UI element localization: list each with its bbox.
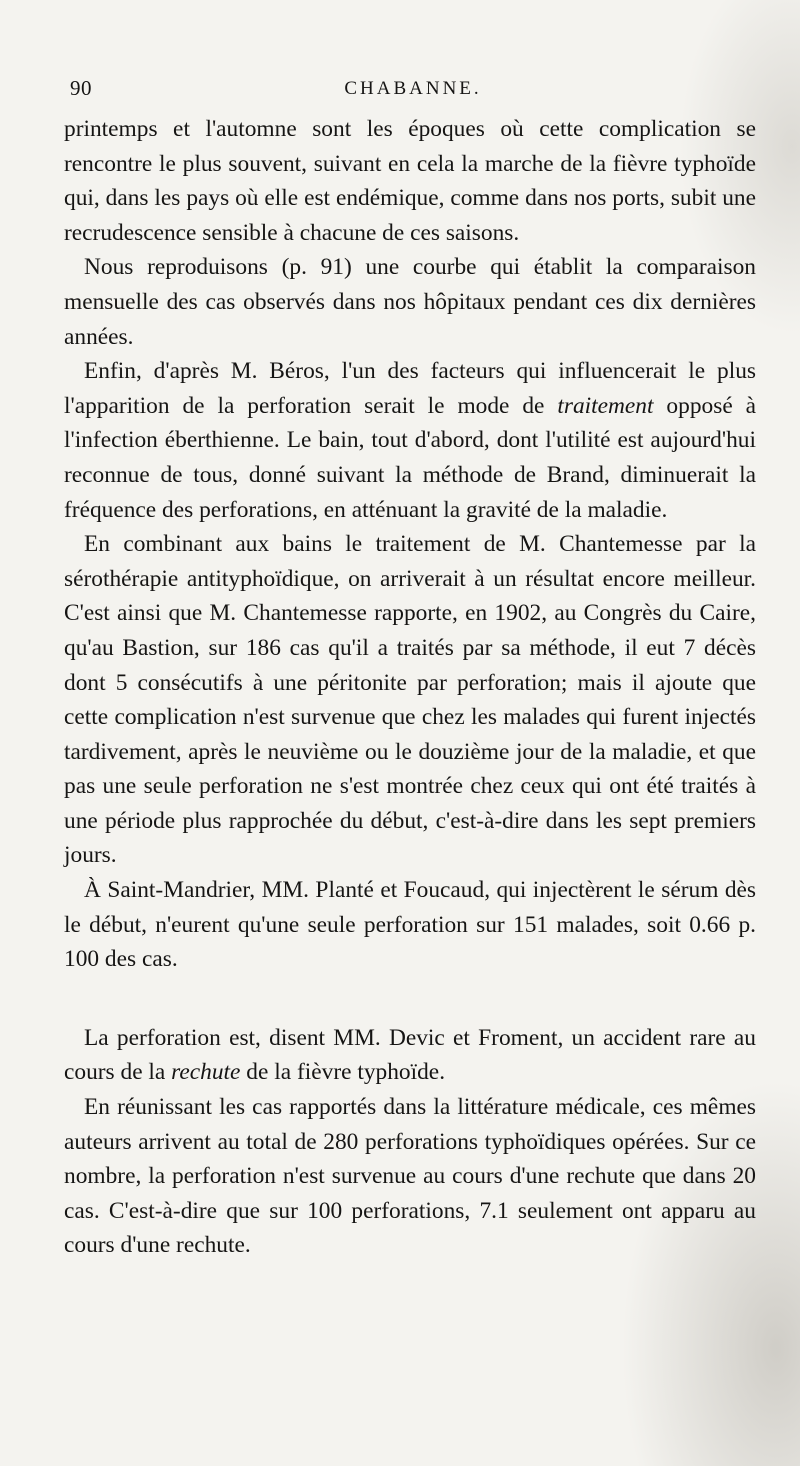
- running-head: CHABANNE.: [344, 78, 482, 99]
- page-number: 90: [70, 76, 92, 100]
- paragraph-saint-mandrier: À Saint-Mandrier, MM. Planté et Foucaud, qui injectèrent le sérum dès le début, n'eurent qu'une seule perforation sur 151 malades, soit 0.66 p. 100 des cas.: [64, 877, 756, 973]
- paragraph-text: Enfin, d'après M. Béros, l'un des facteurs qui influencerait le plus l'apparition de la perforation serait le mode de: [64, 358, 756, 419]
- emphasis-rechute: rechute: [171, 1059, 241, 1086]
- paragraph-beros: [64, 354, 756, 527]
- page-body: [64, 112, 756, 1263]
- paragraph-devic-froment: [64, 1021, 756, 1090]
- paragraph-chantemesse: En combinant aux bains le traitement de M. Chantemesse par la sérothérapie antityphoïdique, on arriverait à un résultat encore meilleur. C'est ainsi que M. Chantemesse rapporte, en 1902, au Congrès du Caire, qu'au Bastion, sur 186 cas qu'il a traités par sa méthode, il eut 7 décès dont 5 consécutifs à une péritonite par perforation; mais il ajoute que cette complication n'est survenue que chez les malades qui furent injectés tardivement, après le neuvième ou le douzième jour de la maladie, et que pas une seule perforation ne s'est montrée chez ceux qui ont été traités à une période plus rapprochée du début, c'est-à-dire dans les sept premiers jours.: [64, 531, 756, 869]
- emphasis-traitement: traitement: [557, 392, 654, 419]
- section-gap: [64, 977, 756, 1021]
- paragraph-text: opposé à l'infection éberthienne. Le bain, tout d'abord, dont l'utilité est aujourd'hui reconnue de tous, donné suivant la méthode de Brand, diminuerait la fréquence des perforations, en atténuant la gravité de la maladie.: [64, 392, 757, 523]
- paragraph-text: de la fièvre typhoïde.: [240, 1059, 446, 1086]
- paragraph-text: La perforation est, disent MM. Devic et Froment, un accident rare au cours de la: [64, 1024, 756, 1086]
- paragraph-statistics: En réunissant les cas rapportés dans la littérature médicale, ces mêmes auteurs arrivent au total de 280 perforations typhoïdiques opérées. Sur ce nombre, la perforation n'est survenue au cours d'une rechute que dans 20 cas. C'est-à-dire que sur 100 perforations, 7.1 seulement ont apparu au cours d'une rechute.: [64, 1094, 756, 1259]
- paragraph-courbe: Nous reproduisons (p. 91) une courbe qui établit la comparaison mensuelle des cas observés dans nos hôpitaux pendant ces dix dernières années.: [64, 254, 756, 350]
- page-header: [68, 76, 758, 106]
- paragraph-continuation: printemps et l'automne sont les époques où cette complication se rencontre le plus souvent, suivant en cela la marche de la fièvre typhoïde qui, dans les pays où elle est endémique, comme dans nos ports, subit une recrudescence sensible à chacune de ces saisons.: [64, 116, 756, 246]
